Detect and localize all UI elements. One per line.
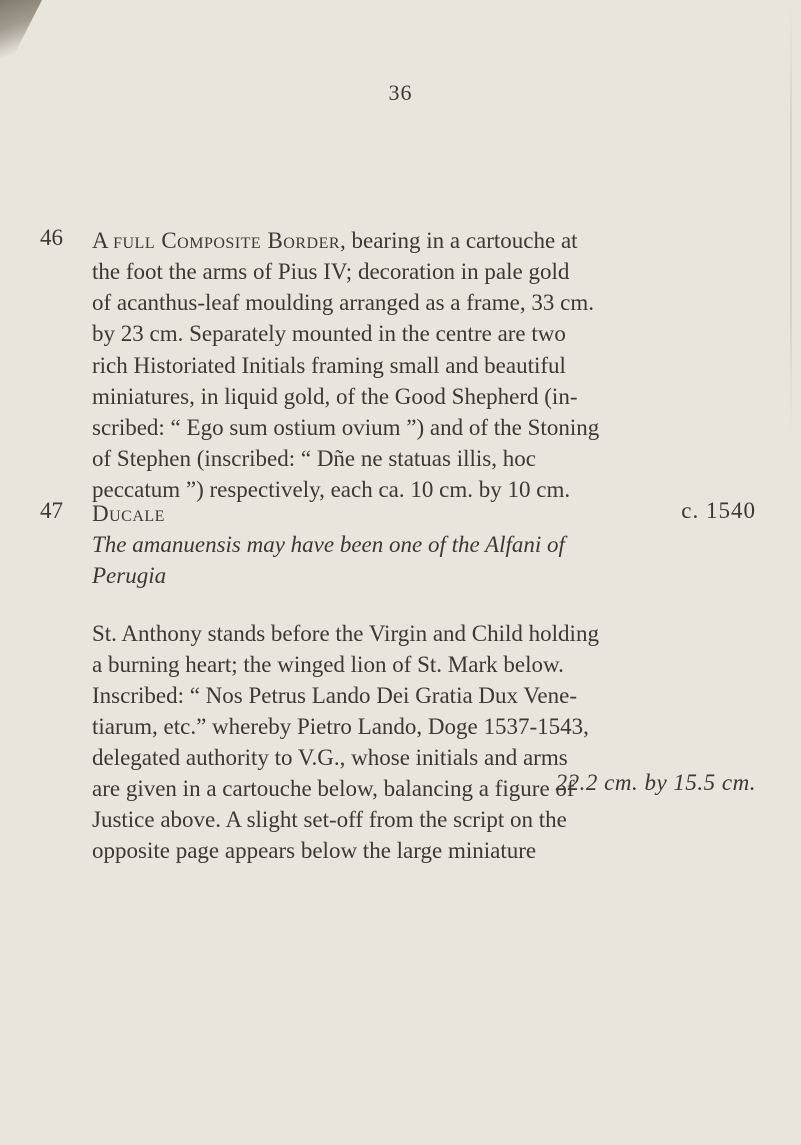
title-rest: , bearing in a cartouche at xyxy=(340,228,578,253)
entry-number: 47 xyxy=(40,498,63,523)
text-line: delegated authority to V.G., whose initials and arms xyxy=(92,745,568,770)
text-line: by 23 cm. Separately mounted in the centre are two xyxy=(92,321,566,347)
text-line: of Stephen (inscribed: “ Dñe ne statuas illis, hoc xyxy=(92,446,536,472)
text-line: the foot the arms of Pius IV; decoration in pale gold xyxy=(92,259,570,284)
page-number: 36 xyxy=(388,80,413,105)
text-line: St. Anthony stands before the Virgin and Child holding xyxy=(92,621,599,646)
text-line: peccatum ”) respectively, each ca. 10 cm. by 10 cm. xyxy=(92,477,571,503)
title-smallcaps: Ducale xyxy=(92,501,165,526)
text-line: are given in a cartouche below, balancing a figure of xyxy=(92,776,575,801)
text-line: a burning heart; the winged lion of St. Mark below. xyxy=(92,652,564,677)
entry-attribution xyxy=(92,529,760,591)
text-line: scribed: “ Ego sum ostium ovium ”) and of the Stoning xyxy=(92,415,600,441)
entry-title xyxy=(92,225,760,256)
text-line: of acanthus-leaf moulding arranged as a frame, 33 cm. xyxy=(92,290,594,316)
page-corner-shadow xyxy=(0,0,42,70)
entry-title xyxy=(92,498,760,529)
entry-dimensions: 22.2 cm. by 15.5 cm. xyxy=(555,770,756,795)
entry-date: c. 1540 xyxy=(681,498,756,523)
entry-number: 46 xyxy=(40,225,63,250)
text-line: rich Historiated Initials framing small and beautiful xyxy=(92,352,566,378)
text-line: opposite page appears below the large miniature xyxy=(92,838,537,863)
text-line: Justice above. A slight set-off from the script on the xyxy=(92,807,567,832)
text-line: miniatures, in liquid gold, of the Good Shepherd (in- xyxy=(92,383,578,409)
text-line: tiarum, etc.” whereby Pietro Lando, Doge 1537-1543, xyxy=(92,714,589,739)
text-line: Perugia xyxy=(92,563,167,588)
text-line: The amanuensis may have been one of the Alfani of xyxy=(92,532,565,557)
title-smallcaps: full Composite Border xyxy=(113,228,341,253)
entry-description xyxy=(92,618,760,866)
entry-description xyxy=(92,256,760,506)
title-lead: A xyxy=(92,228,114,253)
paper-edge-mark xyxy=(790,0,792,440)
text-line: Inscribed: “ Nos Petrus Lando Dei Gratia Dux Vene- xyxy=(92,683,577,708)
